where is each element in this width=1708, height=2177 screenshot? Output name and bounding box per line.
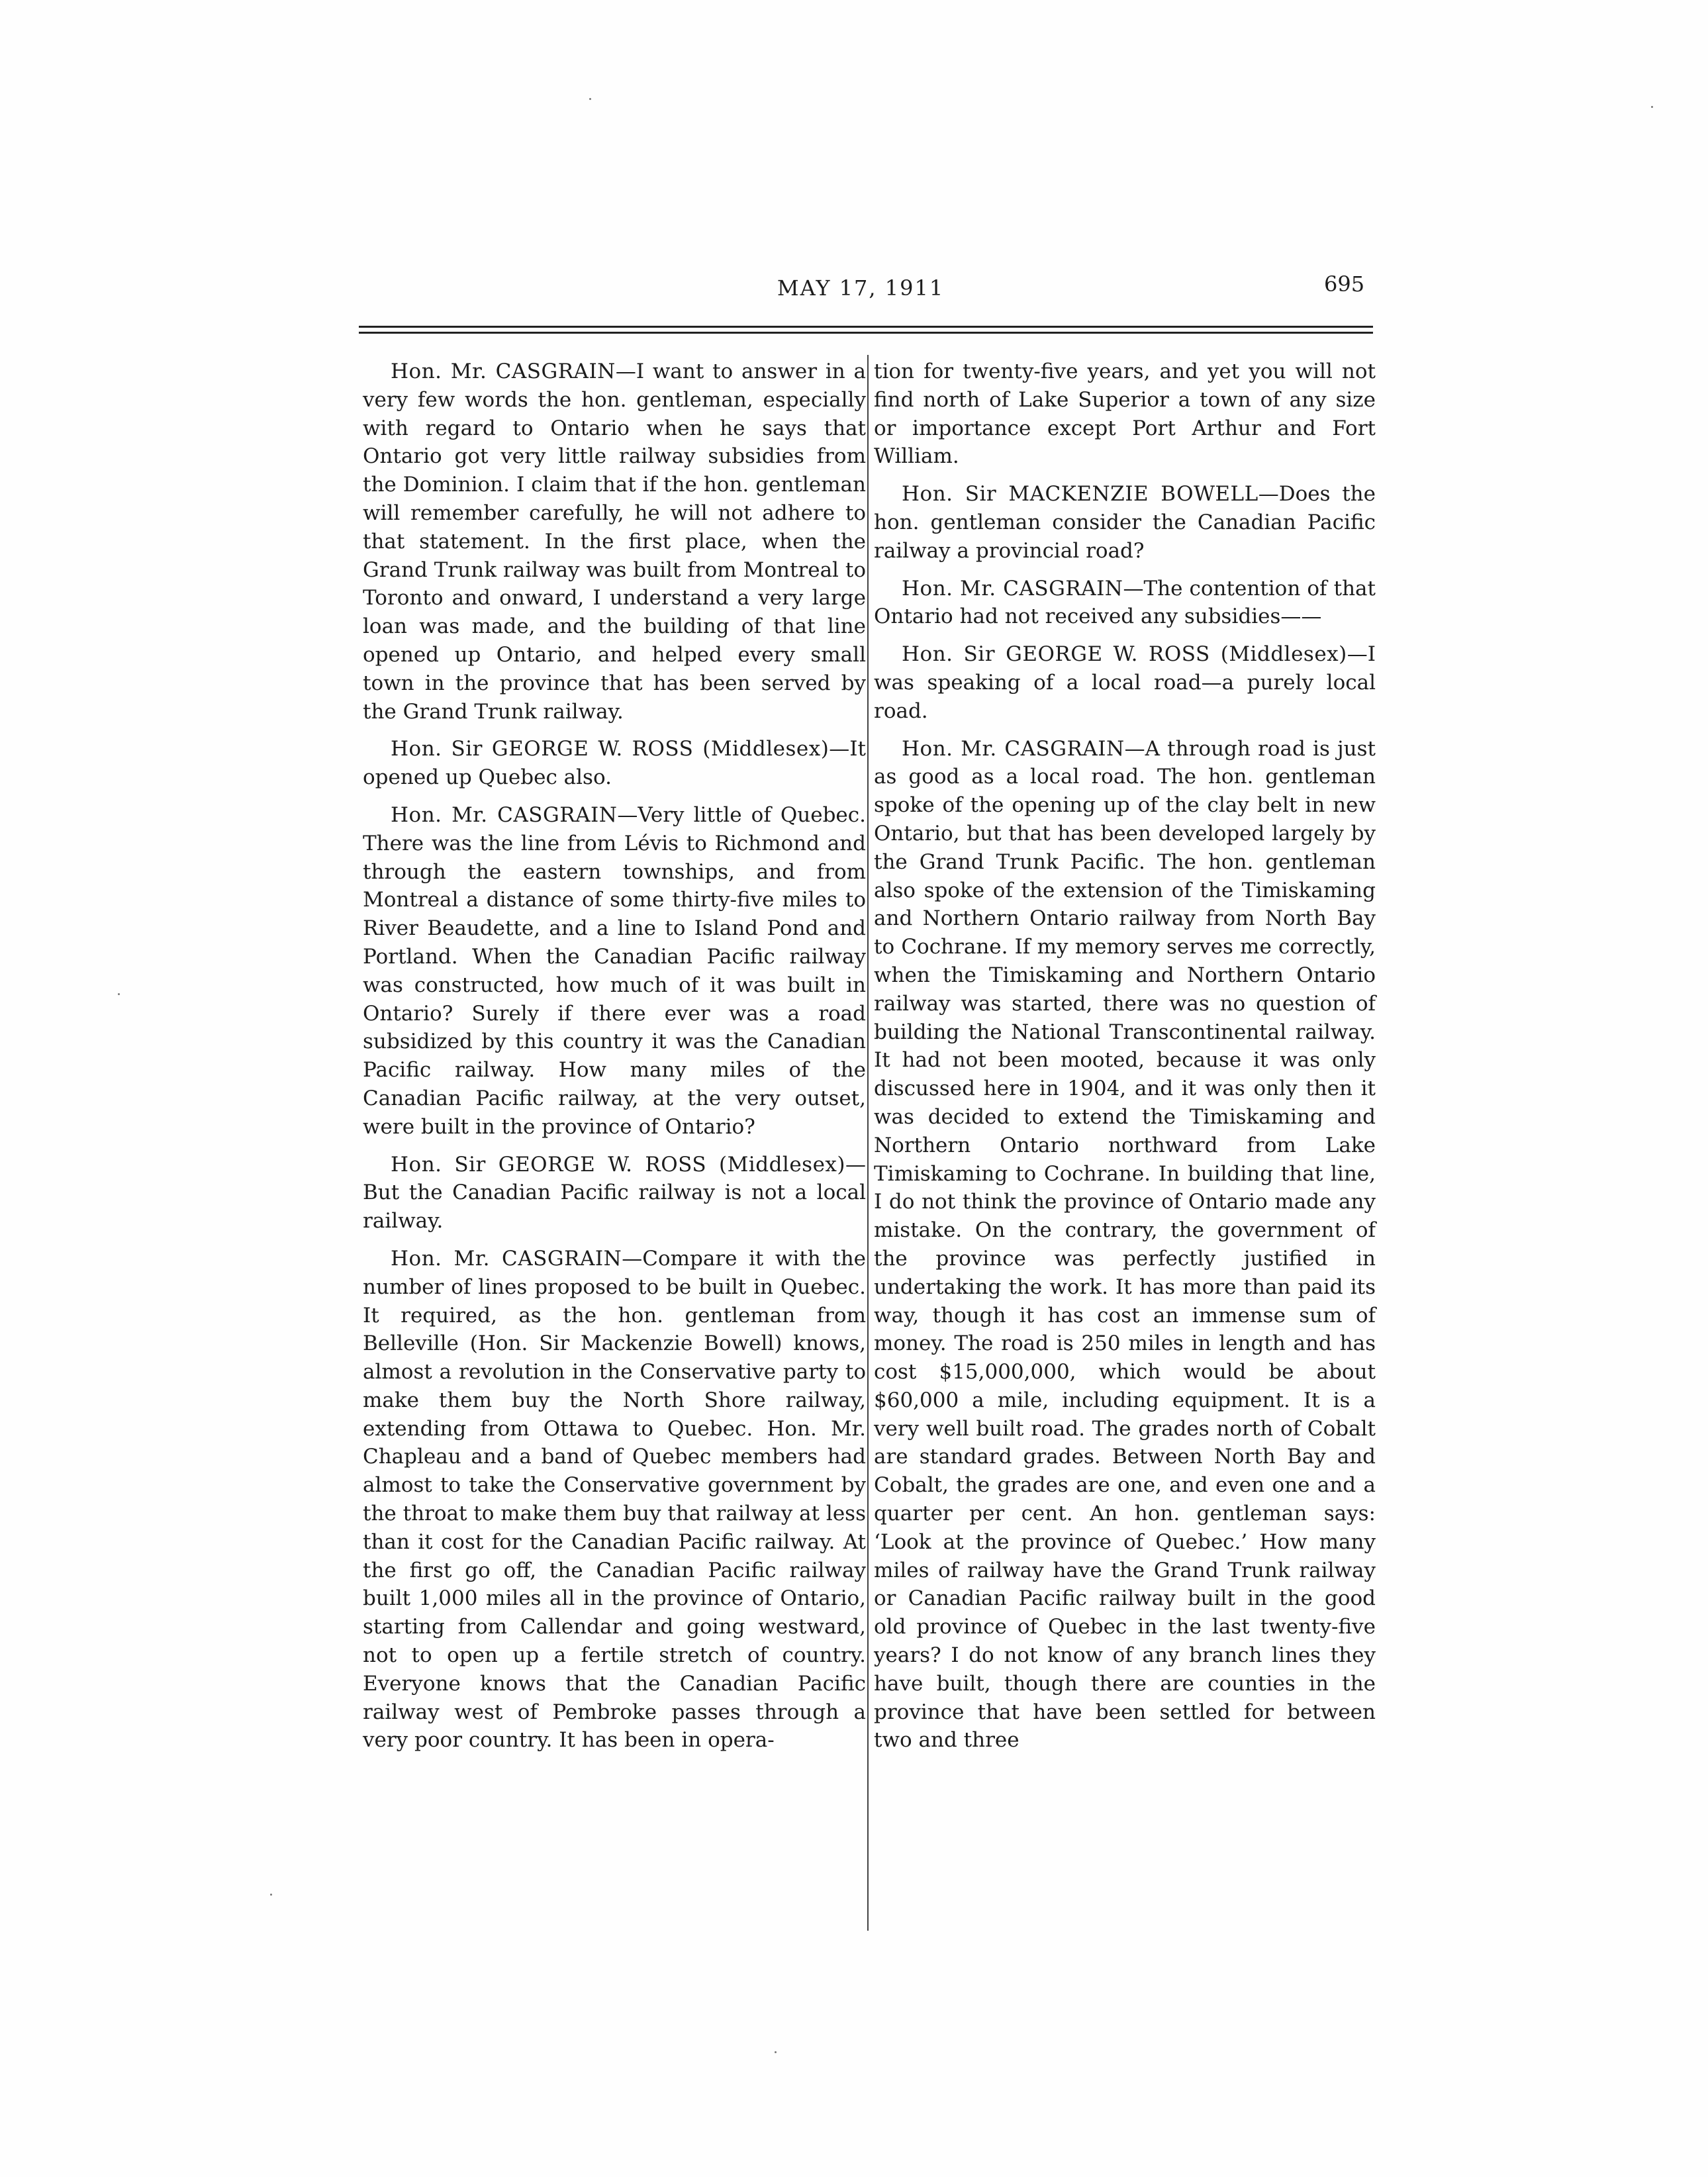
speaker-name: Hon. Mr. CASGRAIN [391,360,616,383]
scan-speck [1651,106,1653,108]
paragraph [363,358,866,726]
column-divider [867,355,869,1931]
paragraph-continued [874,358,1376,471]
paragraph-text: —A through road is just as good as a local road. The hon. gentleman spoke of the opening up of the clay belt in new Ontario, but that has been developed largely by the Grand Trunk Pacific. The hon. gentleman also spoke of the extension of the Timiskaming and Northern Ontario railway from North Bay to Cochrane. If my memory serves me correctly, when the Timiskaming and Northern Ontario railway was started, there was no question of building the National Transcontinental railway. It had not been mooted, because it was only discussed here in 1904, and it was only then it was decided to extend the Timiskaming and Northern Ontario northward from Lake Timiskaming to Cochrane. In building that line, I do not think the province of Ontario made any mistake. On the contrary, the government of the province was perfectly justified in undertaking the work. It has more than paid its way, though it has cost an immense sum of money. The road is 250 miles in length and has cost $15,000,000, which would be about $60,000 a mile, including equipment. It is a very well built road. The grades north of Cobalt are standard grades. Between North Bay and Cobalt, the grades are one, and even one and a quarter per cent. An hon. gentleman says: ‘Look at the province of Quebec.’ How many miles of railway have the Grand Trunk railway or Canadian Pacific railway built in the good old province of Quebec in the last twenty-five years? I do not know of any branch lines they have built, though there are counties in the province that have been settled for between two and three [874,736,1376,1753]
paragraph-text: —It opened up Quebec also. [363,737,866,790]
scan-speck [270,1894,272,1896]
paragraph-text: —Very little of Quebec. There was the line from Lévis to Richmond and through the eastern townships, and from Montreal a distance of some thirty-five miles to River Beaudette, and a line to Island Pond and Portland. When the Canadian Pacific railway was constructed, how much of it was built in Ontario? Surely if there ever was a road subsidized by this country it was the Canadian Pacific railway. How many miles of the Canadian Pacific railway, at the very outset, were built in the province of Ontario? [363,802,866,1139]
scan-speck [775,2051,777,2053]
paragraph [363,735,866,792]
paragraph [363,801,866,1141]
paragraph-text: —The contention of that Ontario had not received any subsidies—— [874,576,1376,629]
paragraph [874,640,1376,725]
header-double-rule [359,326,1373,334]
paragraph-text: —Does the hon. gentleman consider the Canadian Pacific railway a provincial road? [874,482,1376,563]
speaker-name: Hon. Mr. CASGRAIN [391,802,618,827]
paragraph [874,480,1376,565]
speaker-name: Hon. Sir GEORGE W. ROSS (Middlesex) [391,1152,845,1177]
speaker-name: Hon. Sir MACKENZIE BOWELL [902,482,1258,507]
scan-speck [589,98,591,100]
page-header-date: MAY 17, 1911 [777,275,945,301]
paragraph-text: —But the Canadian Pacific railway is not a local railway. [363,1152,866,1234]
paragraph [363,1151,866,1235]
speaker-name: Hon. Mr. CASGRAIN [902,736,1125,761]
paragraph-text: —Compare it with the number of lines proposed to be built in Quebec. It required, as the hon. gentleman from Belleville (Hon. Sir Mackenzie Bowell) knows, almost a revolution in the Conservative party to make them buy the North Shore railway, extending from Ottawa to Quebec. Hon. Mr. Chapleau and a band of Quebec members had almost to take the Conservative government by the throat to make them buy that railway at less than it cost for the Canadian Pacific railway. At the first go off, the Canadian Pacific railway built 1,000 miles all in the province of Ontario, starting from Callendar and going westward, not to open up a fertile stretch of country. Everyone knows that the Canadian Pacific railway west of Pembroke passes through a very poor country. It has been in opera- [363,1246,866,1753]
scan-speck [118,993,120,995]
paragraph [874,575,1376,632]
speaker-name: Hon. Sir GEORGE W. ROSS (Middlesex) [902,642,1347,667]
paragraph-text: tion for twenty-five years, and yet you will not find north of Lake Superior a town of any size or importance except Port Arthur and Fort William. [874,360,1376,469]
speaker-name: Hon. Mr. CASGRAIN [902,576,1123,601]
left-column [363,358,866,1764]
speaker-name: Hon. Sir GEORGE W. ROSS (Middlesex) [391,737,830,761]
page-number: 695 [1324,271,1365,297]
paragraph-text: —I want to answer in a very few words the hon. gentleman, especially with regard to Ontario when he says that Ontario got very little railway subsidies from the Dominion. I claim that if the hon. gentleman will remember carefully, he will not adhere to that statement. In the first place, when the Grand Trunk railway was built from Montreal to Toronto and onward, I understand a very large loan was made, and the building of that line opened up Ontario, and helped every small town in the province that has been served by the Grand Trunk railway. [363,360,866,724]
paragraph [363,1245,866,1755]
paragraph-text: —I was speaking of a local road—a purely local road. [874,642,1376,723]
paragraph [874,735,1376,1755]
right-column [874,358,1376,1764]
speaker-name: Hon. Mr. CASGRAIN [391,1246,622,1271]
